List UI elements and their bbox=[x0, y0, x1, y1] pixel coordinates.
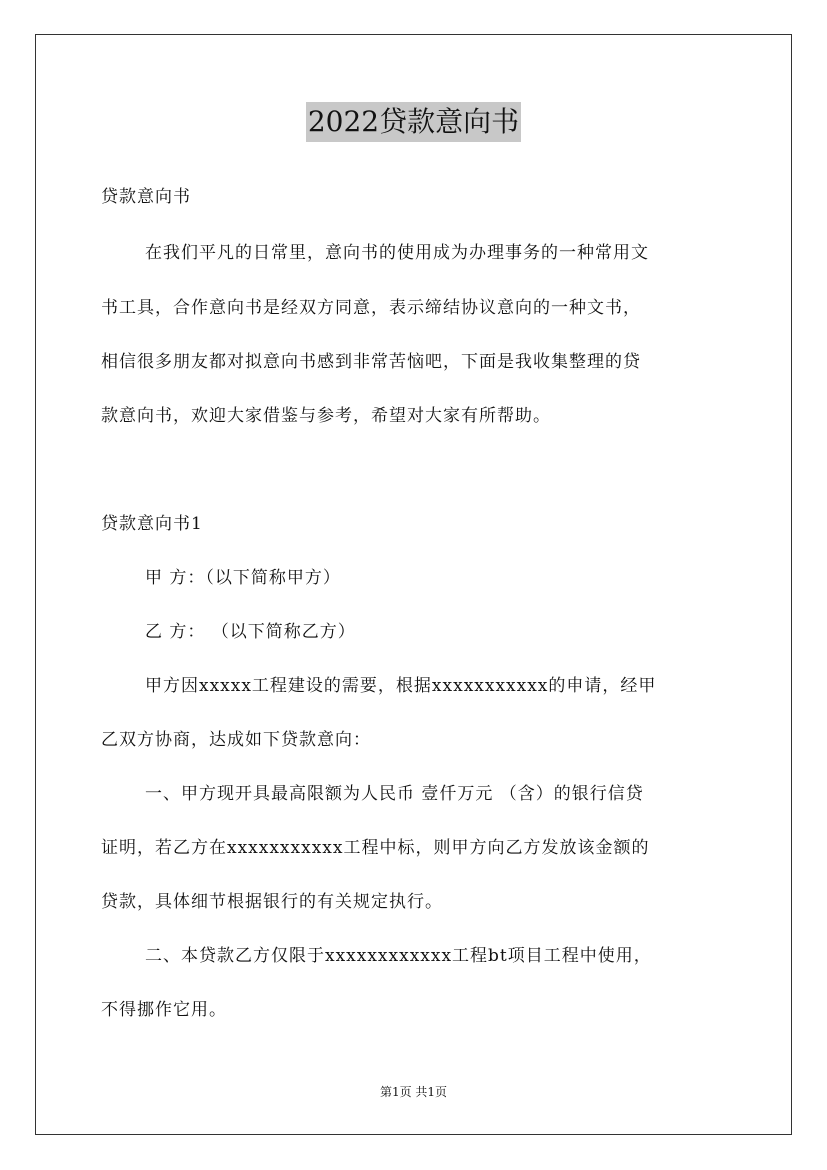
para2-line-3: 贷款，具体细节根据银行的有关规定执行。 bbox=[101, 892, 443, 912]
para2-line-1: 一、甲方现开具最高限额为人民币 壹仟万元 （含）的银行信贷 bbox=[145, 784, 644, 804]
para2-line-2: 证明，若乙方在xxxxxxxxxxx工程中标，则甲方向乙方发放该金额的 bbox=[101, 838, 650, 858]
para3-line-2: 不得挪作它用。 bbox=[101, 1000, 227, 1020]
subtitle: 贷款意向书 bbox=[101, 187, 191, 207]
para3-line-1: 二、本贷款乙方仅限于xxxxxxxxxxxx工程bt项目工程中使用， bbox=[145, 946, 652, 966]
page-number: 第1页 共1页 bbox=[379, 1085, 448, 1099]
party-b-line: 乙 方： （以下简称乙方） bbox=[145, 622, 356, 642]
intro-line-3: 相信很多朋友都对拟意向书感到非常苦恼吧，下面是我收集整理的贷 bbox=[101, 352, 641, 372]
para1-line-1: 甲方因xxxxx工程建设的需要，根据xxxxxxxxxxx的申请，经甲 bbox=[145, 676, 657, 696]
document-title-wrapper bbox=[0, 102, 827, 142]
section-heading: 贷款意向书1 bbox=[101, 514, 203, 534]
intro-line-4: 款意向书，欢迎大家借鉴与参考，希望对大家有所帮助。 bbox=[101, 406, 551, 426]
page-footer bbox=[0, 1083, 827, 1100]
intro-line-2: 书工具，合作意向书是经双方同意，表示缔结协议意向的一种文书， bbox=[101, 298, 641, 318]
party-a-line: 甲 方：（以下简称甲方） bbox=[145, 568, 341, 588]
intro-line-1: 在我们平凡的日常里，意向书的使用成为办理事务的一种常用文 bbox=[145, 243, 649, 263]
document-title: 2022贷款意向书 bbox=[306, 102, 521, 142]
para1-line-2: 乙双方协商，达成如下贷款意向： bbox=[101, 730, 371, 750]
